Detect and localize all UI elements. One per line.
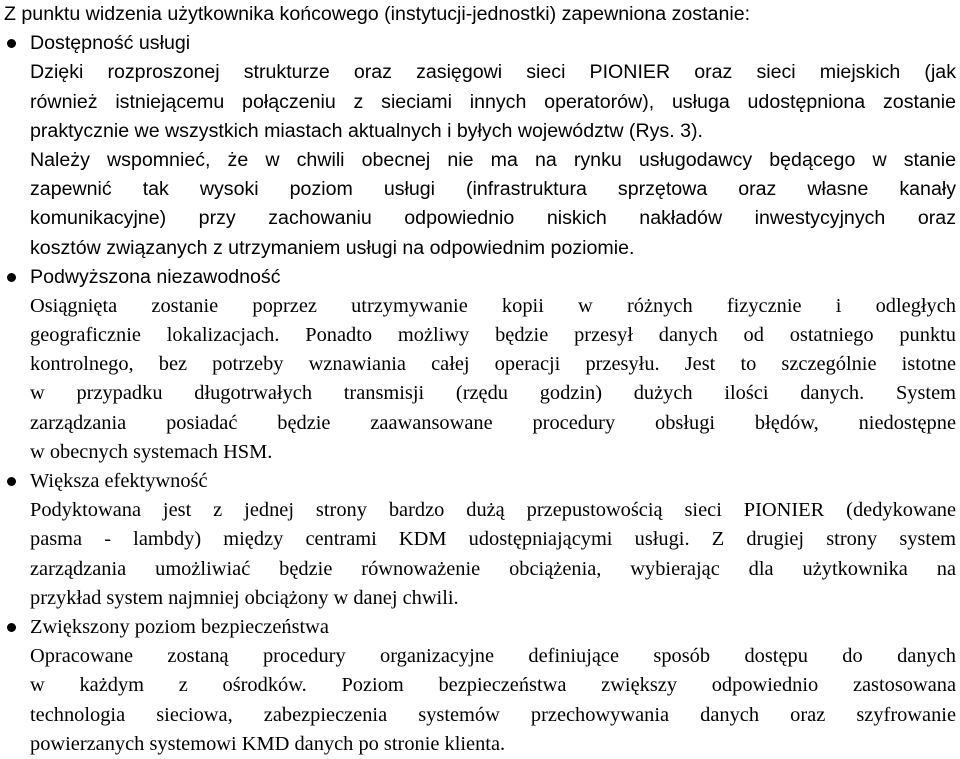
paragraph-line: praktycznie we wszystkich miastach aktualnych i byłych województw (Rys. 3). (30, 119, 703, 142)
paragraph-line: w obecnych systemach HSM. (30, 440, 273, 463)
paragraph-line: kontrolnego, bez potrzeby wznawiania całej operacji przesyłu. Jest to szczególnie istotne (30, 353, 956, 376)
bullet-icon (7, 273, 16, 282)
bullet-icon (7, 477, 16, 486)
heading-text: Podwyższona niezawodność (30, 265, 281, 288)
paragraph-line: pasma - lambdy) między centrami KDM udostępniającymi usługi. Z drugiej strony system (30, 528, 956, 551)
paragraph-line: komunikacyjne) przy zachowaniu odpowiednio niskich nakładów inwestycyjnych oraz (30, 207, 956, 230)
paragraph-line: Należy wspomnieć, że w chwili obecnej nie ma na rynku usługodawcy będącego w stanie (30, 148, 956, 171)
paragraph-line: w przypadku długotrwałych transmisji (rzędu godzin) dużych ilości danych. System (30, 382, 956, 405)
paragraph-line: geograficznie lokalizacjach. Ponadto możliwy będzie przesył danych od ostatniego punktu (30, 324, 956, 347)
bullet-icon (7, 623, 16, 632)
heading-text: Dostępność usługi (30, 32, 191, 55)
paragraph-line: powierzanych systemowi KMD danych po stronie klienta. (30, 732, 506, 755)
paragraph-line: zarządzania posiadać będzie zaawansowane procedury obsługi błędów, niedostępne (30, 411, 956, 434)
section-heading-efficiency (4, 467, 956, 496)
heading-text: Większa efektywność (30, 470, 208, 492)
paragraph-line: Opracowane zostaną procedury organizacyjne definiujące sposób dostępu do danych (30, 645, 956, 668)
paragraph-line: technologia sieciowa, zabezpieczenia systemów przechowywania danych oraz szyfrowanie (30, 703, 956, 726)
section-heading-reliability (4, 263, 956, 292)
paragraph-line: przykład system najmniej obciążony w danej chwili. (30, 586, 459, 609)
bullet-icon (7, 39, 16, 48)
paragraph-line: Podyktowana jest z jednej strony bardzo dużą przepustowością sieci PIONIER (dedykowane (30, 499, 956, 522)
heading-text: Zwiększony poziom bezpieczeństwa (30, 615, 329, 638)
paragraph-line: w każdym z ośrodków. Poziom bezpieczeństwa zwiększy odpowiednio zastosowana (30, 674, 956, 697)
intro-line: Z punktu widzenia użytkownika końcowego (instytucji-jednostki) zapewniona zostanie: (4, 3, 751, 25)
section-heading-security (4, 613, 956, 642)
paragraph-line: również istniejącemu połączeniu z sieciami innych operatorów), usługa udostępniona zostanie (30, 90, 956, 113)
section-heading-availability (4, 29, 956, 58)
paragraph-line: kosztów związanych z utrzymaniem usługi na odpowiednim poziomie. (30, 236, 635, 259)
paragraph-line: zarządzania umożliwiać będzie równoważenie obciążenia, wybierając dla użytkownika na (30, 557, 956, 580)
paragraph-line: Osiągnięta zostanie poprzez utrzymywanie kopii w różnych fizycznie i odległych (30, 294, 956, 317)
paragraph-line: zapewnić tak wysoki poziom usługi (infrastruktura sprzętowa oraz własne kanały (30, 178, 956, 201)
paragraph-line: Dzięki rozproszonej strukturze oraz zasięgowi sieci PIONIER oraz sieci miejskich (jak (30, 61, 956, 84)
